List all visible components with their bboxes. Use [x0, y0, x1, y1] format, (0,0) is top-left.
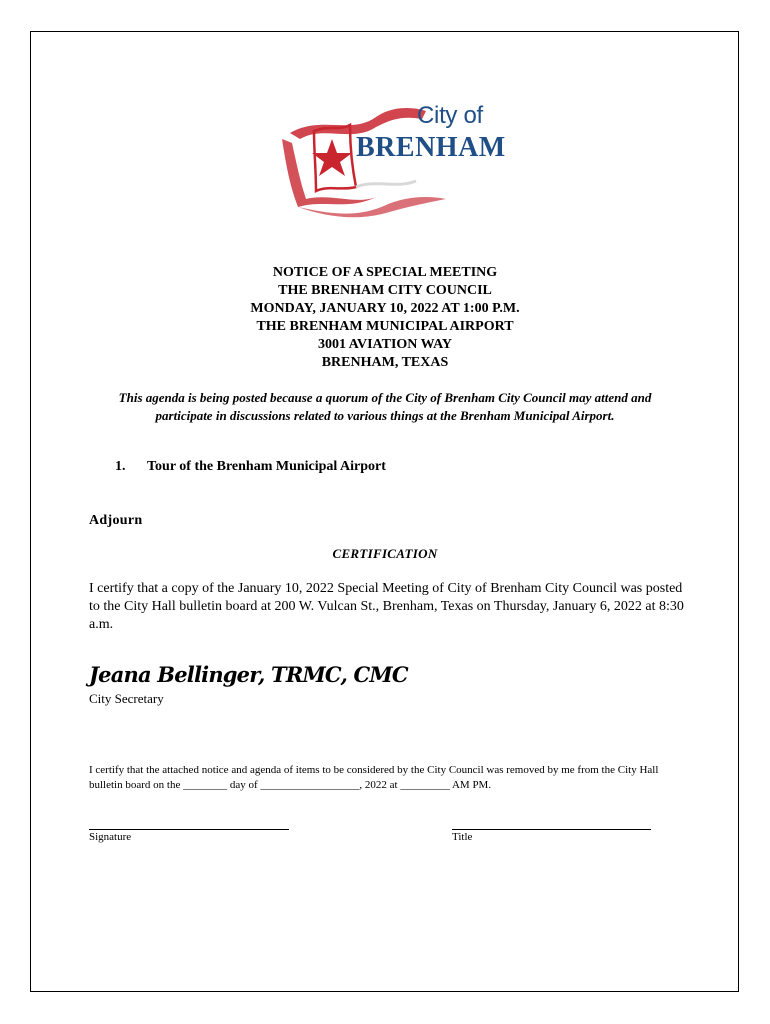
removal-certification	[89, 763, 699, 793]
signature-line[interactable]	[89, 829, 289, 830]
heading-line-5: 3001 AVIATION WAY	[317, 337, 453, 352]
signature-name: Jeana Bellinger, TRMC, CMC	[89, 662, 408, 687]
removal-line-1: I certify that the attached notice and agenda of items to be considered by the City Council was removed by me from the City Hall	[89, 764, 659, 776]
heading-line-6: BRENHAM, TEXAS	[321, 355, 449, 370]
heading-line-3: MONDAY, JANUARY 10, 2022 AT 1:00 P.M.	[250, 301, 520, 316]
logo-brenham-text: BRENHAM	[356, 132, 506, 163]
certification-title: CERTIFICATION	[332, 546, 438, 561]
heading-line-2: THE BRENHAM CITY COUNCIL	[278, 283, 492, 298]
signature-label: Signature	[89, 831, 132, 843]
title-label: Title	[452, 831, 473, 843]
city-of-brenham-logo	[276, 95, 506, 220]
quorum-notice	[0, 389, 770, 425]
title-line[interactable]	[452, 829, 651, 830]
heading-line-4: THE BRENHAM MUNICIPAL AIRPORT	[256, 319, 514, 334]
notice-line-2: participate in discussions related to various things at the Brenham Municipal Airport.	[155, 408, 615, 423]
agenda-item-number: 1.	[115, 459, 126, 474]
meeting-heading	[0, 264, 770, 372]
certification-text: I certify that a copy of the January 10, 2022 Special Meeting of City of Brenham City Council was posted to the City Hall bulletin board at 200 W. Vulcan St., Brenham, Texas on Thursday, January 6, 2022 at 8:30 a.m.	[89, 581, 684, 632]
notice-line-1: This agenda is being posted because a quorum of the City of Brenham City Council may attend and	[118, 390, 652, 405]
heading-line-1: NOTICE OF A SPECIAL MEETING	[272, 265, 498, 280]
adjourn-heading: Adjourn	[89, 513, 143, 528]
signature-title: City Secretary	[89, 691, 164, 706]
logo-city-of-text: City of	[417, 102, 483, 129]
agenda-item-text: Tour of the Brenham Municipal Airport	[147, 459, 386, 474]
removal-line-2: bulletin board on the ________ day of __________________, 2022 at _________ AM PM.	[89, 779, 492, 791]
